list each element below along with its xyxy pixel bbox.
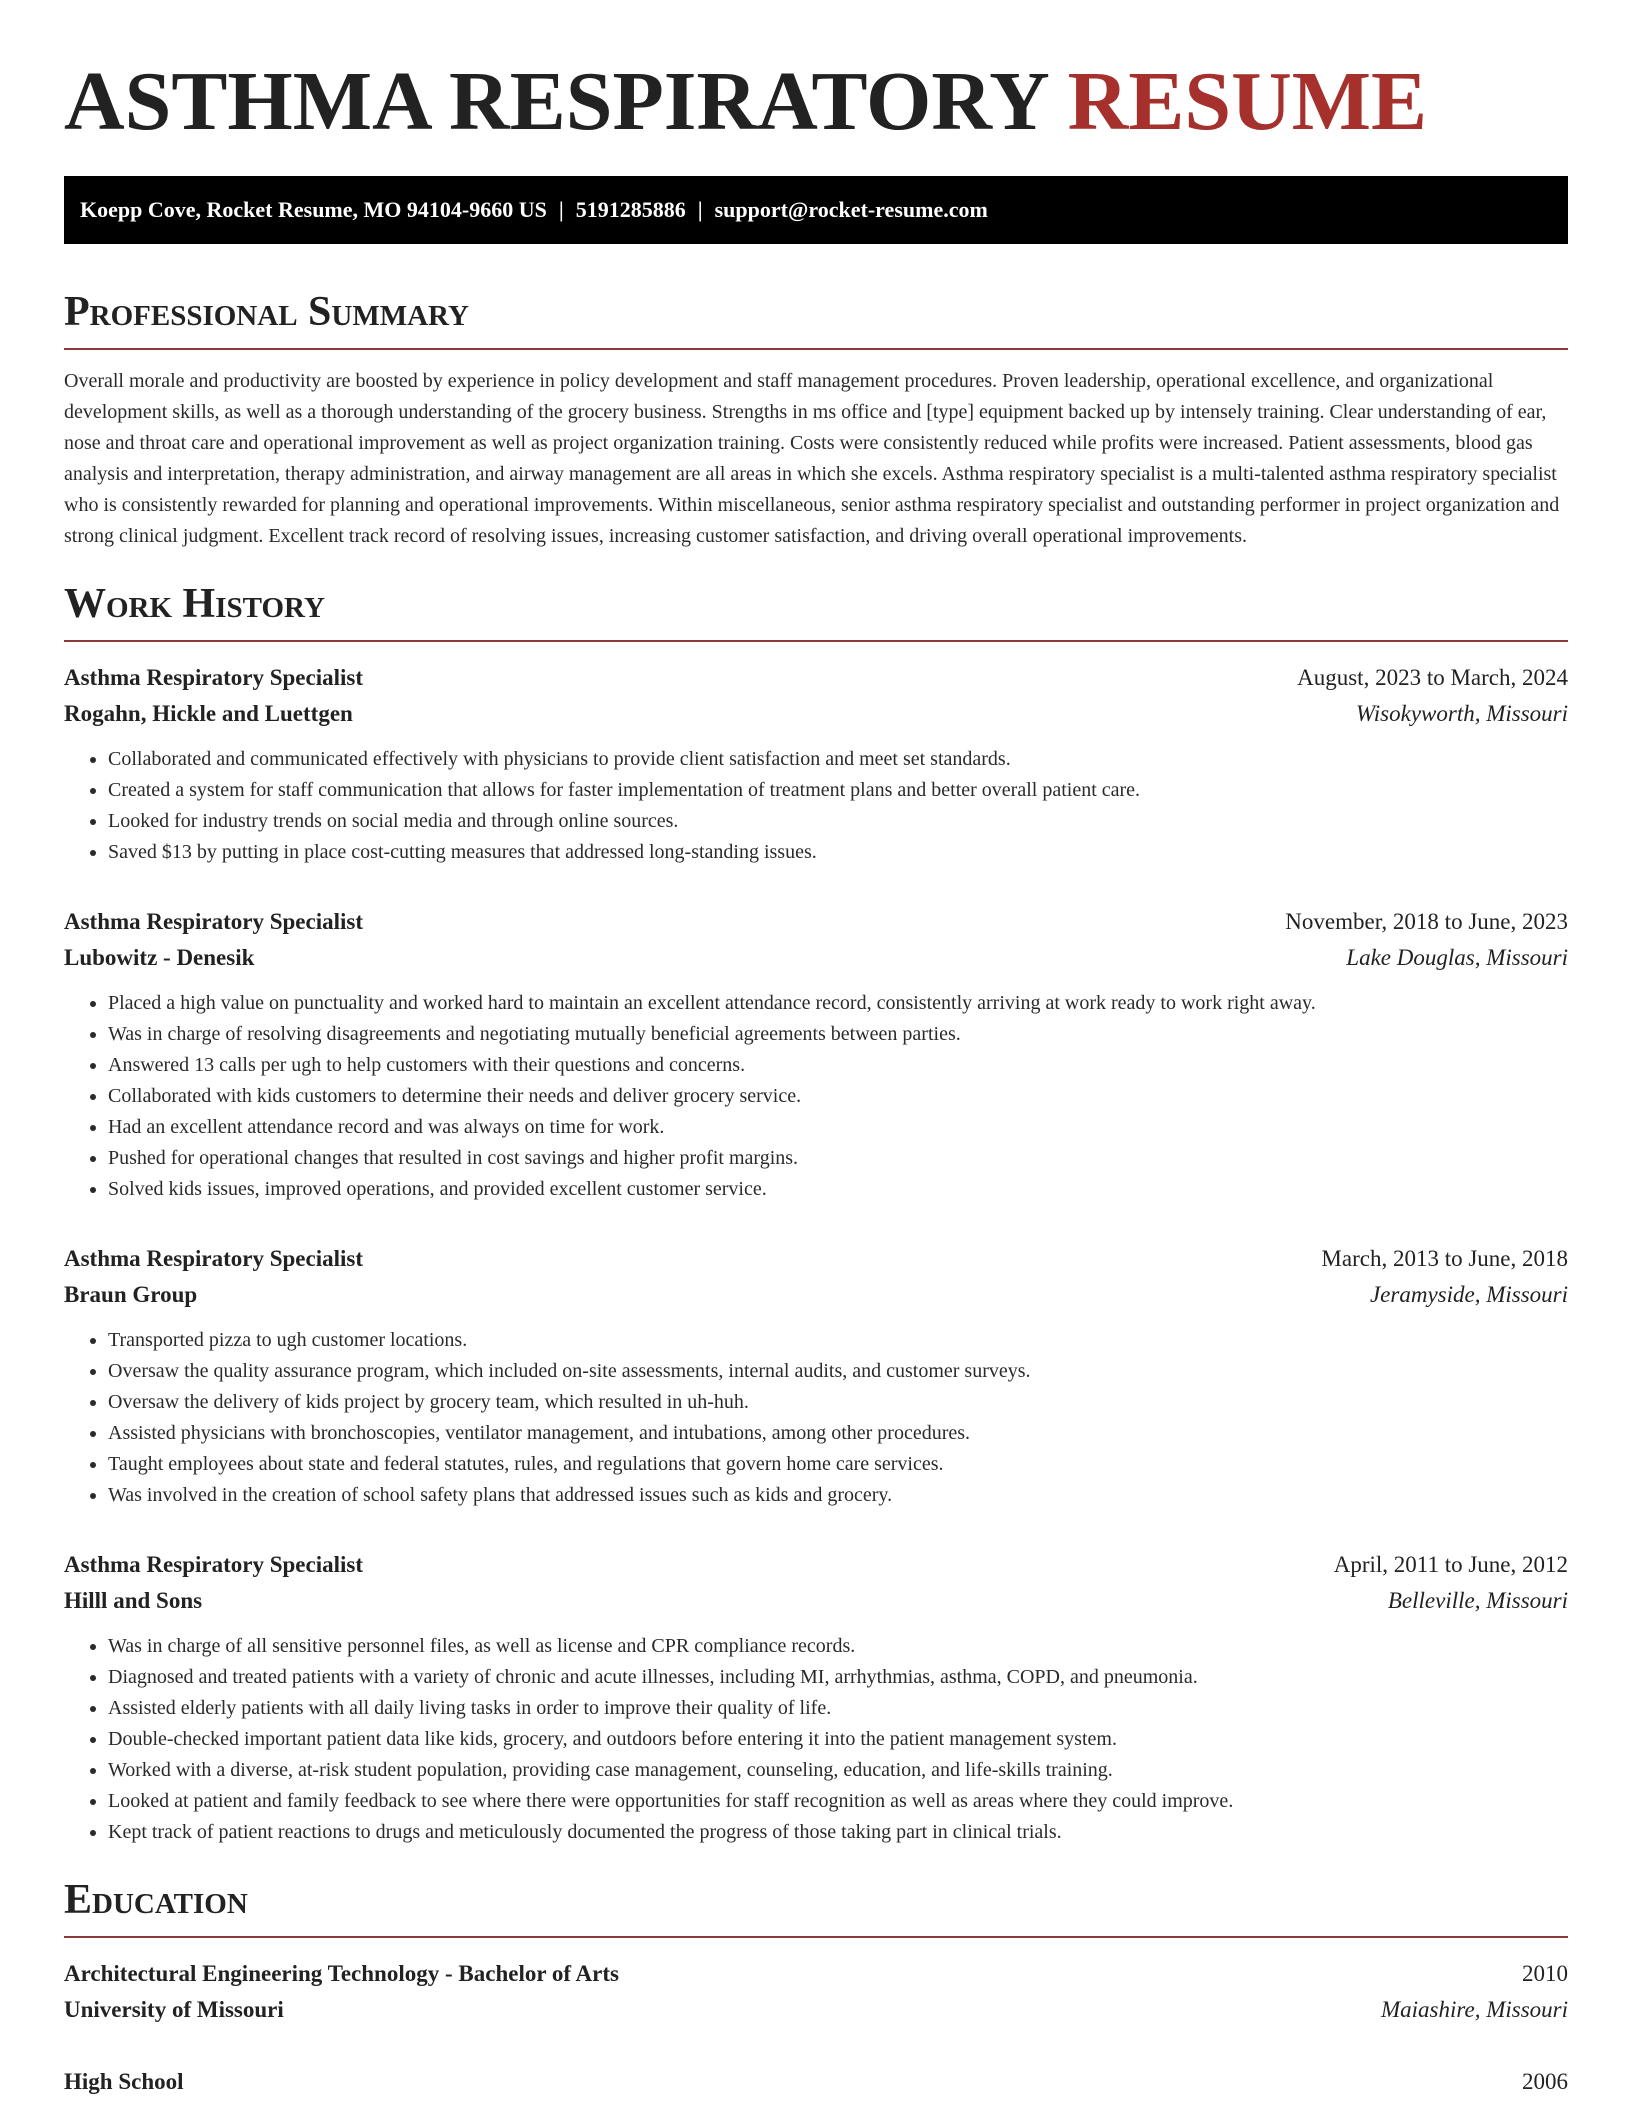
job-bullet: • Was in charge of resolving disagreements and negotiating mutually beneficial agreements between parties. [108, 1019, 1568, 1050]
contact-bar [64, 176, 1568, 244]
job-bullet: • Was in charge of all sensitive personnel files, as well as license and CPR compliance records. [108, 1631, 1568, 1662]
education-degree: High School [64, 2069, 184, 2094]
job-company: Rogahn, Hickle and Luettgen [64, 701, 353, 726]
job-bullet: • Looked at patient and family feedback to see where there were opportunities for staff recognition as well as areas where they could improve. [108, 1786, 1568, 1817]
education-school-row [64, 1992, 1568, 2028]
job-bullet: • Looked for industry trends on social media and through online sources. [108, 806, 1568, 837]
job-location: Wisokyworth, Missouri [1355, 701, 1568, 726]
job-header-row [64, 1547, 1568, 1583]
resume-title [64, 52, 1568, 152]
education-entry [64, 1956, 1568, 2028]
job-bullet: • Kept track of patient reactions to drugs and meticulously documented the progress of those taking part in clinical trials. [108, 1817, 1568, 1848]
job-entry [64, 1547, 1568, 1848]
job-bullet: • Oversaw the quality assurance program, which included on-site assessments, internal audits, and customer surveys. [108, 1356, 1568, 1387]
job-bullets [64, 744, 1568, 868]
job-bullet: • Collaborated with kids customers to determine their needs and deliver grocery service. [108, 1081, 1568, 1112]
job-bullet: • Assisted elderly patients with all daily living tasks in order to improve their quality of life. [108, 1693, 1568, 1724]
summary-text: Overall morale and productivity are boosted by experience in policy development and staff management procedures. Proven leadership, operational excellence, and organizational development skills, as well as a thorough understanding of the grocery business. Strengths in ms office and [type] equipment backed up by intensely training. Clear understanding of ear, nose and throat care and operational improvement as well as project organization training. Costs were consistently reduced while profits were increased. Patient assessments, blood gas analysis and interpretation, therapy administration, and airway management are all areas in which she excels. Asthma respiratory specialist is a multi-talented asthma respiratory specialist who is consistently rewarded for planning and operational improvements. Within miscellaneous, senior asthma respiratory specialist and outstanding performer in project organization and strong clinical judgment. Excellent track record of resolving issues, increasing customer satisfaction, and driving overall operational improvements. [64, 370, 1560, 547]
education-heading: Education [64, 1877, 248, 1923]
education-degree: Architectural Engineering Technology - Bachelor of Arts [64, 1961, 619, 1986]
job-company: Hilll and Sons [64, 1588, 203, 1613]
contact-separator: | [697, 197, 703, 222]
job-bullet: • Pushed for operational changes that resulted in cost savings and higher profit margins. [108, 1143, 1568, 1174]
job-position: Asthma Respiratory Specialist [64, 665, 363, 690]
summary-section [64, 288, 1568, 552]
education-header-row [64, 2064, 1568, 2100]
job-entry [64, 1241, 1568, 1511]
job-bullets [64, 1631, 1568, 1848]
job-dates: April, 2011 to June, 2012 [1333, 1552, 1568, 1577]
job-bullet: • Double-checked important patient data like kids, grocery, and outdoors before entering it into the patient management system. [108, 1724, 1568, 1755]
job-bullets [64, 988, 1568, 1205]
job-entry [64, 660, 1568, 868]
title-main: ASTHMA RESPIRATORY [64, 55, 1047, 148]
job-position: Asthma Respiratory Specialist [64, 1246, 363, 1271]
job-bullet: • Transported pizza to ugh customer locations. [108, 1325, 1568, 1356]
section-divider [64, 1936, 1568, 1938]
job-bullets [64, 1325, 1568, 1511]
job-bullet: • Answered 13 calls per ugh to help customers with their questions and concerns. [108, 1050, 1568, 1081]
education-location: Maiashire, Missouri [1381, 1997, 1568, 2022]
section-divider [64, 640, 1568, 642]
job-bullet: • Assisted physicians with bronchoscopies, ventilator management, and intubations, among other procedures. [108, 1418, 1568, 1449]
job-bullet: • Created a system for staff communication that allows for faster implementation of treatment plans and better overall patient care. [108, 775, 1568, 806]
job-company-row [64, 696, 1568, 732]
job-bullet: • Taught employees about state and federal statutes, rules, and regulations that govern home care services. [108, 1449, 1568, 1480]
job-entry [64, 904, 1568, 1205]
section-divider [64, 348, 1568, 350]
job-bullet: • Placed a high value on punctuality and worked hard to maintain an excellent attendance record, consistently arriving at work ready to work right away. [108, 988, 1568, 1019]
job-company-row [64, 1583, 1568, 1619]
job-location: Belleville, Missouri [1387, 1588, 1568, 1613]
contact-separator: | [558, 197, 564, 222]
job-dates: March, 2013 to June, 2018 [1321, 1246, 1568, 1271]
education-entry [64, 2064, 1568, 2100]
work-history-heading: Work History [64, 581, 325, 627]
contact-email[interactable]: support@rocket-resume.com [714, 197, 988, 222]
job-bullet: • Saved $13 by putting in place cost-cutting measures that addressed long-standing issues. [108, 837, 1568, 868]
job-location: Jeramyside, Missouri [1369, 1282, 1568, 1307]
job-bullet: • Oversaw the delivery of kids project by grocery team, which resulted in uh-huh. [108, 1387, 1568, 1418]
education-school: University of Missouri [64, 1997, 284, 2022]
contact-address: Koepp Cove, Rocket Resume, MO 94104-9660 US [80, 197, 547, 222]
education-year: 2006 [1522, 2069, 1568, 2094]
title-accent: RESUME [1067, 55, 1428, 148]
job-bullet: • Was involved in the creation of school safety plans that addressed issues such as kids and grocery. [108, 1480, 1568, 1511]
contact-phone[interactable]: 5191285886 [575, 197, 686, 222]
job-header-row [64, 1241, 1568, 1277]
summary-heading: Professional Summary [64, 289, 469, 335]
work-history-section [64, 580, 1568, 1848]
job-header-row [64, 660, 1568, 696]
job-bullet: • Collaborated and communicated effectively with physicians to provide client satisfaction and meet set standards. [108, 744, 1568, 775]
job-bullet: • Diagnosed and treated patients with a variety of chronic and acute illnesses, including MI, arrhythmias, asthma, COPD, and pneumonia. [108, 1662, 1568, 1693]
education-year: 2010 [1522, 1961, 1568, 1986]
job-position: Asthma Respiratory Specialist [64, 1552, 363, 1577]
job-company: Lubowitz - Denesik [64, 945, 255, 970]
education-section [64, 1876, 1568, 2100]
job-location: Lake Douglas, Missouri [1346, 945, 1568, 970]
job-header-row [64, 904, 1568, 940]
job-company-row [64, 1277, 1568, 1313]
job-position: Asthma Respiratory Specialist [64, 909, 363, 934]
job-company: Braun Group [64, 1282, 198, 1307]
resume-page [64, 0, 1568, 2100]
job-bullet: • Worked with a diverse, at-risk student population, providing case management, counseling, education, and life-skills training. [108, 1755, 1568, 1786]
job-bullet: • Had an excellent attendance record and was always on time for work. [108, 1112, 1568, 1143]
job-bullet: • Solved kids issues, improved operations, and provided excellent customer service. [108, 1174, 1568, 1205]
job-dates: November, 2018 to June, 2023 [1285, 909, 1568, 934]
education-header-row [64, 1956, 1568, 1992]
job-company-row [64, 940, 1568, 976]
job-dates: August, 2023 to March, 2024 [1297, 665, 1568, 690]
